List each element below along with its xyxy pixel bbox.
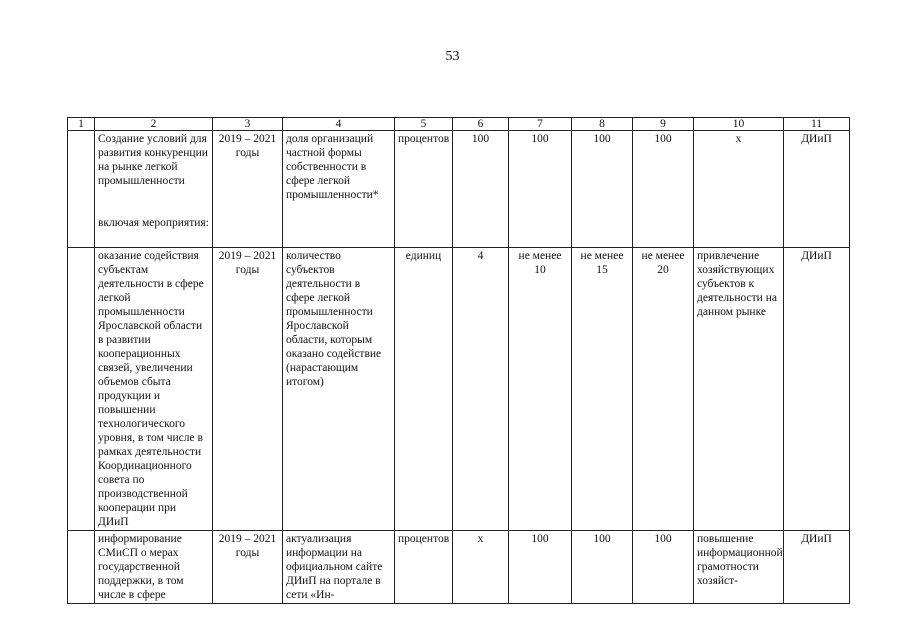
- cell-value-8: 100: [572, 131, 633, 248]
- cell-measure: информирование СМиСП о мерах государственной поддержки, в том числе в сфере: [95, 531, 213, 604]
- cell-result: х: [694, 131, 784, 248]
- col-header-5: 5: [395, 118, 453, 131]
- cell-value-6: 100: [453, 131, 509, 248]
- cell-result: привлечение хозяйствующих субъектов к деятельности на данном рынке: [694, 248, 784, 531]
- cell-indicator: доля организаций частной формы собственности в сфере легкой промышленности*: [283, 131, 395, 248]
- col-header-7: 7: [509, 118, 572, 131]
- cell-value-7: 100: [509, 531, 572, 604]
- col-header-11: 11: [784, 118, 850, 131]
- cell-unit: процентов: [395, 131, 453, 248]
- cell-responsible: ДИиП: [784, 248, 850, 531]
- cell-indicator: актуализация информации на официальном сайте ДИиП на портале в сети «Ин-: [283, 531, 395, 604]
- col-header-2: 2: [95, 118, 213, 131]
- cell-period: 2019 – 2021 годы: [213, 131, 283, 248]
- col-header-1: 1: [68, 118, 95, 131]
- header-row: [68, 118, 850, 131]
- cell-measure: оказание содействия субъектам деятельности в сфере легкой промышленности Ярославской области в развитии кооперационных связей, увеличении объемов сбыта продукции и повышении технологического уровня, в том числе в рамках деятельности Координационного совета по производственной кооперации при ДИиП: [95, 248, 213, 531]
- col-header-3: 3: [213, 118, 283, 131]
- measure-title: Создание условий для развития конкуренции на рынке легкой промышленности: [98, 133, 208, 187]
- cell-value-8: 100: [572, 531, 633, 604]
- cell-responsible: ДИиП: [784, 531, 850, 604]
- cell-value-7: не менее 10: [509, 248, 572, 531]
- table-row: [68, 531, 850, 604]
- cell-value-9: 100: [633, 131, 694, 248]
- col-header-6: 6: [453, 118, 509, 131]
- cell-number: [68, 131, 95, 248]
- col-header-4: 4: [283, 118, 395, 131]
- cell-indicator: количество субъектов деятельности в сфере легкой промышленности Ярославской области, которым оказано содействие (нарастающим итогом): [283, 248, 395, 531]
- cell-number: [68, 531, 95, 604]
- table-row: [68, 248, 850, 531]
- cell-value-9: 100: [633, 531, 694, 604]
- cell-value-6: х: [453, 531, 509, 604]
- col-header-9: 9: [633, 118, 694, 131]
- cell-unit: процентов: [395, 531, 453, 604]
- cell-unit: единиц: [395, 248, 453, 531]
- cell-value-9: не менее 20: [633, 248, 694, 531]
- col-header-8: 8: [572, 118, 633, 131]
- cell-value-7: 100: [509, 131, 572, 248]
- page-number: 53: [445, 49, 460, 64]
- cell-responsible: ДИиП: [784, 131, 850, 248]
- measures-table: [67, 117, 850, 604]
- cell-period: 2019 – 2021 годы: [213, 531, 283, 604]
- cell-number: [68, 248, 95, 531]
- cell-result: повышение информационной грамотности хозяйст-: [694, 531, 784, 604]
- cell-period: 2019 – 2021 годы: [213, 248, 283, 531]
- cell-measure: [95, 131, 213, 248]
- table-row: [68, 131, 850, 248]
- measure-subtitle: включая мероприятия:: [98, 217, 209, 229]
- col-header-10: 10: [694, 118, 784, 131]
- cell-value-8: не менее 15: [572, 248, 633, 531]
- cell-value-6: 4: [453, 248, 509, 531]
